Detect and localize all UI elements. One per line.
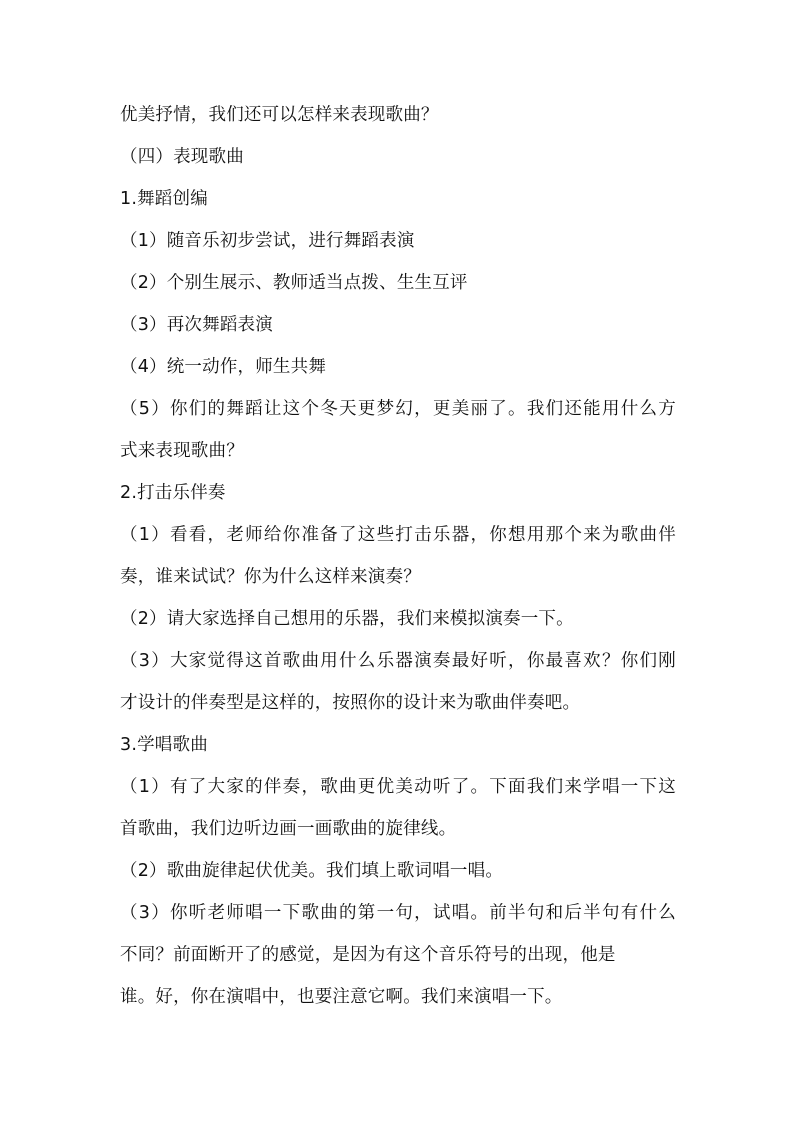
list-item: （1）看看，老师给你准备了这些打击乐器，你想用那个来为歌曲伴 bbox=[120, 525, 676, 545]
list-item: （4）统一动作，师生共舞 bbox=[120, 357, 327, 377]
list-item-continuation: 式来表现歌曲？ bbox=[120, 441, 244, 461]
list-item: （2）请大家选择自己想用的乐器，我们来模拟演奏一下。 bbox=[120, 609, 574, 629]
section-heading: （四）表现歌曲 bbox=[120, 147, 244, 167]
subsection-heading: 2.打击乐伴奏 bbox=[120, 483, 226, 503]
list-item: （3）你听老师唱一下歌曲的第一句，试唱。前半句和后半句有什么 bbox=[120, 903, 676, 923]
list-item: （5）你们的舞蹈让这个冬天更梦幻，更美丽了。我们还能用什么方 bbox=[120, 399, 676, 419]
list-item: （2）歌曲旋律起伏优美。我们填上歌词唱一唱。 bbox=[120, 861, 504, 881]
list-item-continuation: 首歌曲，我们边听边画一画歌曲的旋律线。 bbox=[120, 819, 457, 839]
list-item: （1）随音乐初步尝试，进行舞蹈表演 bbox=[120, 231, 415, 251]
subsection-heading: 3.学唱歌曲 bbox=[120, 735, 208, 755]
list-item: （3）大家觉得这首歌曲用什么乐器演奏最好听，你最喜欢？你们刚 bbox=[120, 651, 676, 671]
subsection-heading: 1.舞蹈创编 bbox=[120, 189, 208, 209]
list-item-continuation: 不同？前面断开了的感觉，是因为有这个音乐符号的出现，他是 bbox=[120, 945, 616, 965]
list-item: （2）个别生展示、教师适当点拨、生生互评 bbox=[120, 273, 468, 293]
list-item: （3）再次舞蹈表演 bbox=[120, 315, 273, 335]
document-body bbox=[120, 94, 680, 1018]
list-item-continuation: 奏，谁来试试？你为什么这样来演奏？ bbox=[120, 567, 421, 587]
paragraph-line: 优美抒情，我们还可以怎样来表现歌曲？ bbox=[120, 105, 439, 125]
list-item-continuation: 才设计的伴奏型是这样的，按照你的设计来为歌曲伴奏吧。 bbox=[120, 693, 581, 713]
list-item-continuation: 谁。好，你在演唱中，也要注意它啊。我们来演唱一下。 bbox=[120, 987, 563, 1007]
list-item: （1）有了大家的伴奏，歌曲更优美动听了。下面我们来学唱一下这 bbox=[120, 777, 676, 797]
